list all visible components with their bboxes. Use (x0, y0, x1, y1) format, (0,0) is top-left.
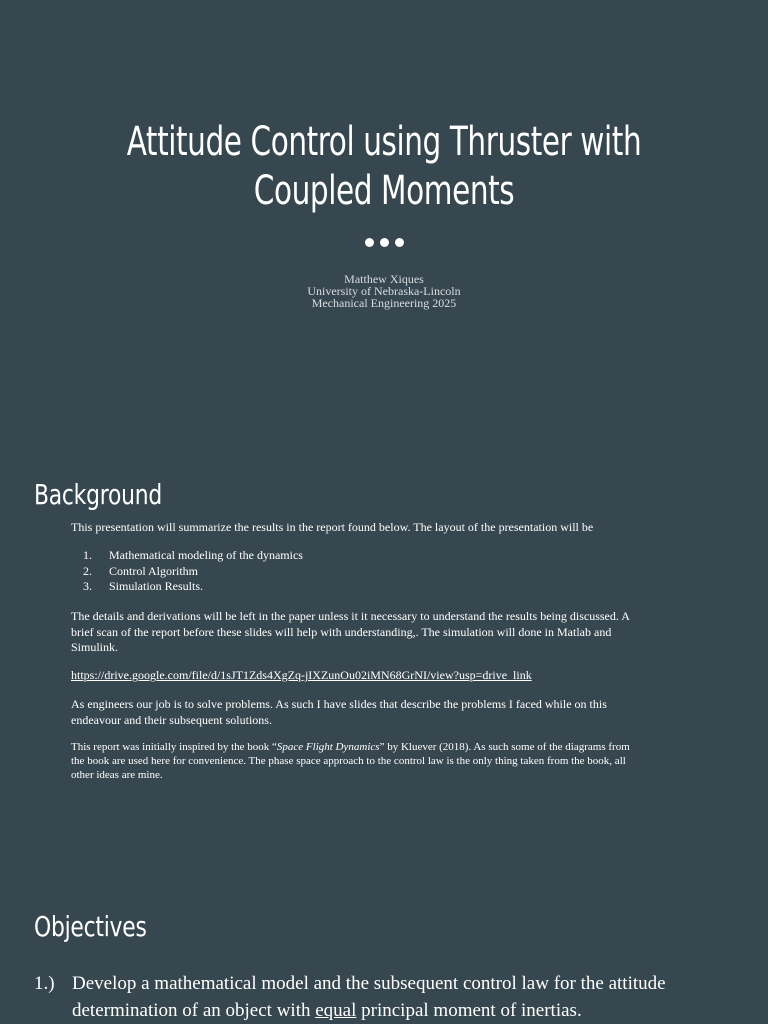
background-intro: This presentation will summarize the results in the report found below. The layout of the presentation will be (71, 520, 594, 534)
ellipsis-divider (0, 238, 768, 247)
author-name: Matthew Xiques (344, 272, 424, 286)
details-paragraph: The details and derivations will be left in the paper unless it it necessary to understand the results being discussed. A brief scan of the report before these slides will help with understanding,. The simulation will done in Matlab and Simulink. (71, 609, 630, 654)
objective-text-pre: Develop a mathematical model and the subsequent control law for the attitude determination of an object with (72, 973, 666, 1021)
report-link[interactable]: https://drive.google.com/file/d/1sJT1Zds4XgZq-jIXZunOu02iMN68GrNI/view?usp=drive_link (71, 668, 532, 682)
author-university: University of Nebraska-Lincoln (307, 284, 461, 298)
background-heading: Background (34, 478, 162, 511)
author-block (0, 273, 768, 309)
list-text: Mathematical modeling of the dynamics (109, 548, 303, 562)
dot-icon (380, 238, 389, 247)
objectives-slide (0, 864, 768, 1024)
title-slide (0, 0, 768, 432)
objective-number: 1.) (34, 973, 55, 994)
list-number: 3. (83, 579, 92, 593)
inspiration-paragraph (71, 740, 631, 782)
objective-underlined: equal (315, 1000, 357, 1021)
engineers-paragraph: As engineers our job is to solve problems. As such I have slides that describe the problems I faced while on this endeavour and their subsequent solutions. (71, 697, 607, 727)
list-item (71, 564, 303, 580)
book-title: Space Flight Dynamics (276, 741, 380, 753)
list-item (71, 579, 303, 595)
author-program: Mechanical Engineering 2025 (311, 296, 457, 310)
list-text: Control Algorithm (109, 563, 199, 578)
title-line-2: Coupled Moments (253, 168, 515, 214)
objective-text-post: principal moment of inertias. (356, 1000, 582, 1021)
inspiration-pre: This report was initially inspired by the book “ (71, 741, 277, 753)
title-line-1: Attitude Control using Thruster with (126, 119, 642, 165)
objectives-heading: Objectives (34, 910, 147, 943)
inspiration-post: ” by Kluever (2018). As such some of the diagrams from the book are used here for convenience. The phase space approach to the control law is the only thing taken from the book, all other ideas are mine. (71, 741, 630, 781)
dot-icon (395, 238, 404, 247)
list-item (71, 548, 303, 564)
list-text: Simulation Results. (109, 579, 204, 593)
layout-list (71, 548, 303, 595)
objective-text (72, 970, 732, 1024)
dot-icon (365, 238, 374, 247)
background-slide (0, 432, 768, 864)
list-number: 1. (83, 548, 92, 562)
list-number: 2. (83, 563, 92, 578)
presentation-title (118, 118, 649, 216)
